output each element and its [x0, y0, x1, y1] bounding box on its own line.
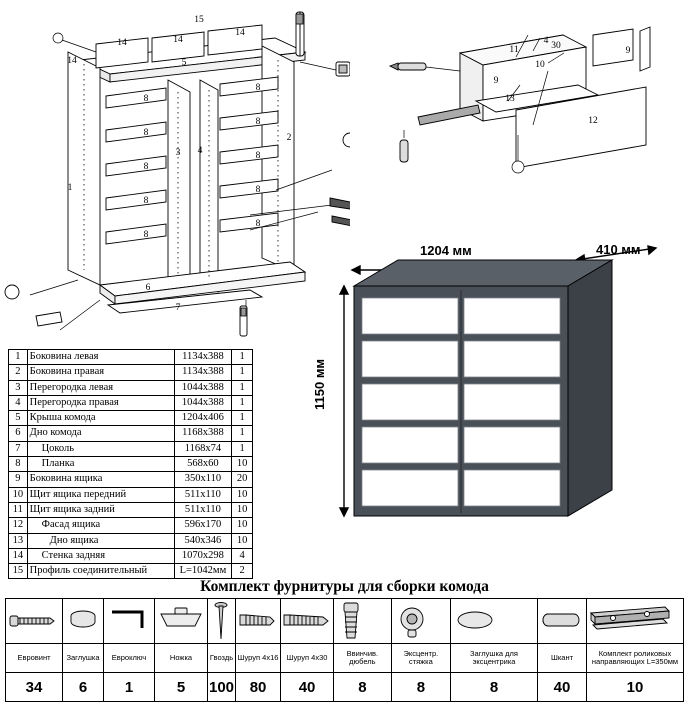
part-number: 3 — [9, 380, 28, 395]
part-qty: 10 — [232, 533, 253, 548]
part-name: Фасад ящика — [27, 518, 174, 533]
part-qty: 1 — [232, 350, 253, 365]
part-name: Боковина правая — [27, 365, 174, 380]
table-row — [9, 564, 253, 579]
svg-text:8: 8 — [255, 151, 261, 161]
part-qty: 1 — [232, 441, 253, 456]
hardware-icon-euro-screw — [6, 599, 63, 644]
hardware-icon-foot — [155, 599, 208, 644]
part-number: 1 — [9, 350, 28, 365]
part-number: 14 — [9, 548, 28, 563]
part-size: 1070х298 — [174, 548, 232, 563]
part-qty: 1 — [232, 365, 253, 380]
hardware-name: Евровинт — [6, 644, 63, 673]
part-name: Планка — [27, 457, 174, 472]
svg-text:13: 13 — [505, 94, 515, 104]
width-dimension-label: 1204 мм — [420, 243, 472, 258]
part-name: Цоколь — [27, 441, 174, 456]
hardware-icon-screw-4x30 — [281, 599, 334, 644]
table-row — [9, 502, 253, 517]
part-qty: 2 — [232, 564, 253, 579]
hardware-icon-allen-key — [104, 599, 155, 644]
part-name: Стенка задняя — [27, 548, 174, 563]
svg-text:8: 8 — [255, 219, 261, 229]
hardware-qty: 100 — [208, 673, 236, 702]
svg-text:8: 8 — [143, 94, 149, 104]
table-row — [9, 426, 253, 441]
height-dimension-label: 1150 мм — [312, 358, 327, 410]
part-qty: 1 — [232, 426, 253, 441]
part-name: Крыша комода — [27, 411, 174, 426]
hardware-name: Шуруп 4х30 — [281, 644, 334, 673]
svg-text:8: 8 — [143, 128, 149, 138]
part-number: 11 — [9, 502, 28, 517]
table-row — [9, 487, 253, 502]
part-size: 1044х388 — [174, 395, 232, 410]
svg-text:30: 30 — [551, 41, 561, 51]
hardware-name: Шкант — [537, 644, 586, 673]
hardware-icon-cam-lock — [391, 599, 450, 644]
hardware-qty: 34 — [6, 673, 63, 702]
svg-text:10: 10 — [535, 60, 545, 70]
hardware-name: Гвоздь — [208, 644, 236, 673]
hardware-name: Комплект роликовых направляющих L=350мм — [587, 644, 684, 673]
table-row — [9, 365, 253, 380]
hardware-icon-nail — [208, 599, 236, 644]
svg-text:3: 3 — [175, 148, 181, 158]
part-number: 2 — [9, 365, 28, 380]
part-number: 4 — [9, 395, 28, 410]
table-row — [9, 548, 253, 563]
svg-text:14: 14 — [235, 28, 245, 38]
part-qty: 10 — [232, 457, 253, 472]
part-size: 1204х406 — [174, 411, 232, 426]
part-size: 1168х388 — [174, 426, 232, 441]
drawer-detail-diagram — [388, 5, 688, 180]
part-qty: 1 — [232, 380, 253, 395]
svg-text:9: 9 — [625, 46, 631, 56]
part-size: L=1042мм — [174, 564, 232, 579]
exploded-cabinet-diagram — [0, 0, 350, 345]
hardware-section-title: Комплект фурнитуры для сборки комода — [200, 578, 489, 595]
svg-text:11: 11 — [509, 45, 519, 55]
hardware-table — [5, 598, 684, 702]
part-name: Щит ящика передний — [27, 487, 174, 502]
part-qty: 10 — [232, 487, 253, 502]
part-name: Дно ящика — [27, 533, 174, 548]
svg-text:15: 15 — [194, 15, 204, 25]
depth-dimension-label: 410 мм — [596, 242, 641, 257]
svg-text:14: 14 — [173, 35, 183, 45]
part-size: 1044х388 — [174, 380, 232, 395]
part-size: 596х170 — [174, 518, 232, 533]
table-row — [9, 472, 253, 487]
hardware-name: Ножка — [155, 644, 208, 673]
hardware-name: Евроключ — [104, 644, 155, 673]
hardware-qty: 6 — [63, 673, 104, 702]
hardware-name: Ввинчив. дюбель — [334, 644, 392, 673]
part-name: Дно комода — [27, 426, 174, 441]
hardware-icon-cap — [63, 599, 104, 644]
part-number: 9 — [9, 472, 28, 487]
svg-text:6: 6 — [145, 283, 151, 293]
part-size: 1168х74 — [174, 441, 232, 456]
hardware-icon-slide-rail — [587, 599, 684, 644]
part-size: 511х110 — [174, 487, 232, 502]
svg-text:8: 8 — [255, 185, 261, 195]
part-name: Перегородка правая — [27, 395, 174, 410]
part-number: 12 — [9, 518, 28, 533]
part-qty: 20 — [232, 472, 253, 487]
svg-text:4: 4 — [197, 146, 203, 156]
svg-text:14: 14 — [117, 38, 127, 48]
svg-text:8: 8 — [143, 196, 149, 206]
svg-text:8: 8 — [143, 230, 149, 240]
part-number: 6 — [9, 426, 28, 441]
svg-text:8: 8 — [255, 83, 261, 93]
hardware-qty: 40 — [537, 673, 586, 702]
table-row — [9, 350, 253, 365]
table-row — [9, 533, 253, 548]
hardware-qty: 40 — [281, 673, 334, 702]
svg-text:2: 2 — [286, 133, 292, 143]
part-name: Щит ящика задний — [27, 502, 174, 517]
hardware-qty: 8 — [391, 673, 450, 702]
hardware-icon-screw-4x16 — [236, 599, 281, 644]
hardware-qty: 8 — [451, 673, 538, 702]
table-row — [9, 457, 253, 472]
part-name: Профиль соединительный — [27, 564, 174, 579]
hardware-name: Эксцентр. стяжка — [391, 644, 450, 673]
finished-chest-drawing — [336, 238, 684, 548]
part-name: Боковина ящика — [27, 472, 174, 487]
hardware-qty: 1 — [104, 673, 155, 702]
parts-list-table — [8, 349, 253, 579]
part-qty: 10 — [232, 502, 253, 517]
part-number: 8 — [9, 457, 28, 472]
part-qty: 1 — [232, 395, 253, 410]
part-size: 568х60 — [174, 457, 232, 472]
hardware-name: Шуруп 4х16 — [236, 644, 281, 673]
hardware-qty: 80 — [236, 673, 281, 702]
table-row — [9, 380, 253, 395]
hardware-qty: 5 — [155, 673, 208, 702]
part-qty: 4 — [232, 548, 253, 563]
hardware-qty: 10 — [587, 673, 684, 702]
svg-text:12: 12 — [588, 116, 598, 126]
svg-text:5: 5 — [181, 58, 187, 68]
svg-text:4: 4 — [543, 36, 549, 46]
part-size: 511х110 — [174, 502, 232, 517]
part-qty: 10 — [232, 518, 253, 533]
svg-text:8: 8 — [255, 117, 261, 127]
part-size: 1134х388 — [174, 365, 232, 380]
part-size: 350х110 — [174, 472, 232, 487]
part-number: 5 — [9, 411, 28, 426]
svg-text:7: 7 — [175, 303, 181, 313]
svg-text:1: 1 — [67, 183, 73, 193]
part-name: Боковина левая — [27, 350, 174, 365]
hardware-icon-wood-dowel — [537, 599, 586, 644]
table-row — [9, 411, 253, 426]
part-number: 15 — [9, 564, 28, 579]
hardware-icon-cam-cap — [451, 599, 538, 644]
table-row — [9, 395, 253, 410]
part-number: 10 — [9, 487, 28, 502]
table-row — [9, 518, 253, 533]
table-row — [9, 441, 253, 456]
part-number: 13 — [9, 533, 28, 548]
part-qty: 1 — [232, 411, 253, 426]
part-size: 540х346 — [174, 533, 232, 548]
hardware-qty: 8 — [334, 673, 392, 702]
part-number: 7 — [9, 441, 28, 456]
hardware-name: Заглушка для эксцентрика — [451, 644, 538, 673]
hardware-name: Заглушка — [63, 644, 104, 673]
svg-text:9: 9 — [493, 76, 499, 86]
part-size: 1134х388 — [174, 350, 232, 365]
svg-text:8: 8 — [143, 162, 149, 172]
part-name: Перегородка левая — [27, 380, 174, 395]
hardware-icon-dowel — [334, 599, 392, 644]
svg-text:14: 14 — [67, 56, 77, 66]
